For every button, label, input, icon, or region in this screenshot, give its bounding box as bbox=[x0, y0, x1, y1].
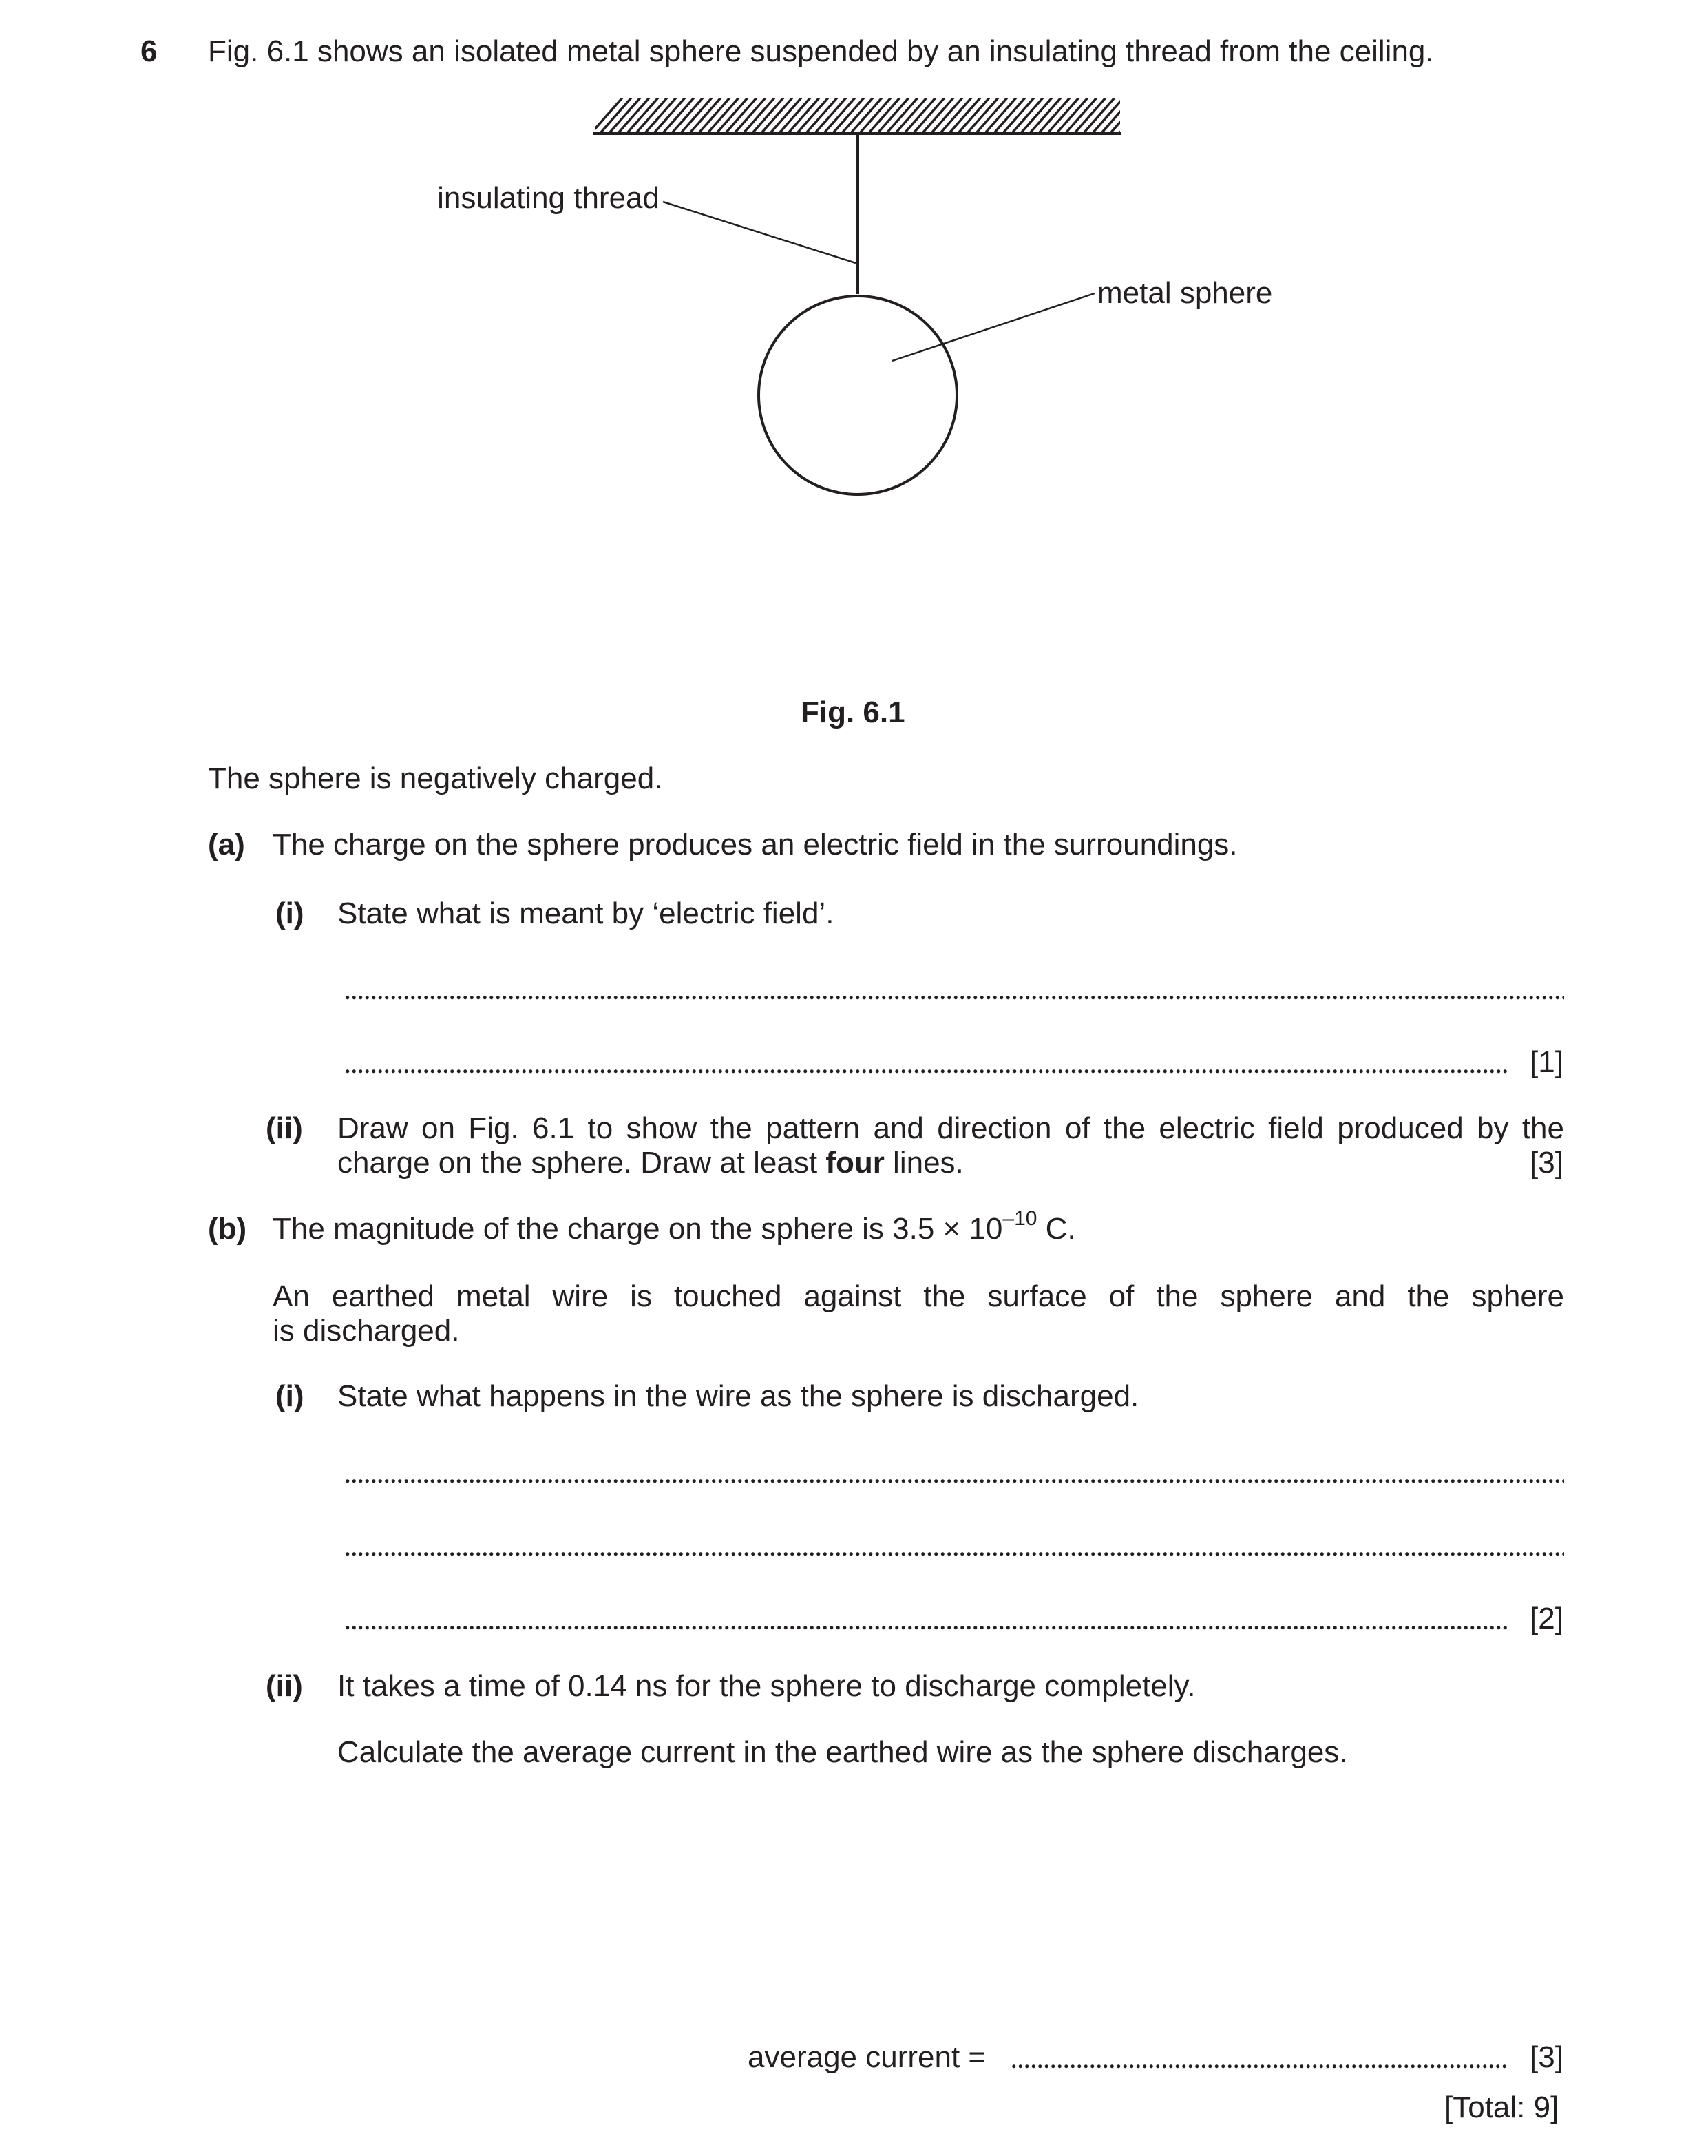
hatch-line bbox=[637, 98, 667, 132]
part-a-i-label: (i) bbox=[275, 897, 304, 930]
part-a-label: (a) bbox=[208, 828, 245, 861]
hatch-line bbox=[690, 98, 721, 132]
hatch-line bbox=[977, 98, 1007, 132]
answer-line-b-i-2[interactable] bbox=[344, 1526, 1564, 1556]
hatch-line bbox=[932, 98, 962, 132]
part-a-ii-line2-post: lines. bbox=[884, 1146, 964, 1180]
hatch-line bbox=[619, 98, 649, 132]
hatch-line bbox=[762, 98, 792, 132]
hatch-line bbox=[1111, 98, 1141, 132]
hatch-line bbox=[655, 98, 685, 132]
hatch-line bbox=[1129, 98, 1159, 132]
part-b-para-line1: An earthed metal wire is touched against the surface of the sphere and the sphere bbox=[273, 1279, 1564, 1313]
hatch-line bbox=[878, 98, 909, 132]
hatch-line bbox=[753, 98, 783, 132]
hatch-line bbox=[950, 98, 980, 132]
hatch-line bbox=[852, 98, 882, 132]
hatch-line bbox=[995, 98, 1025, 132]
question-number: 6 bbox=[140, 34, 158, 68]
hatch-line bbox=[1102, 98, 1132, 132]
hatch-line bbox=[708, 98, 739, 132]
answer-line-a-i-2[interactable] bbox=[344, 1043, 1508, 1074]
part-b-ii-text2: Calculate the average current in the earthed wire as the sphere discharges. bbox=[337, 1735, 1348, 1769]
hatch-line bbox=[664, 98, 694, 132]
thread-leader-line bbox=[663, 202, 856, 263]
hatch-line bbox=[1004, 98, 1034, 132]
hatch-line bbox=[798, 98, 828, 132]
statement: The sphere is negatively charged. bbox=[208, 762, 663, 795]
hatch-line bbox=[1084, 98, 1115, 132]
hatch-line bbox=[869, 98, 900, 132]
hatch-line bbox=[673, 98, 703, 132]
hatch-line bbox=[1022, 98, 1052, 132]
hatch-line bbox=[825, 98, 855, 132]
hatch-line bbox=[699, 98, 730, 132]
hatch-line bbox=[610, 98, 640, 132]
part-b-text-exponent: –10 bbox=[1002, 1207, 1037, 1231]
hatch-line bbox=[735, 98, 766, 132]
part-b-label: (b) bbox=[208, 1212, 247, 1246]
metal-sphere bbox=[759, 296, 957, 494]
part-b-i-text: State what happens in the wire as the sphere is discharged. bbox=[337, 1379, 1139, 1413]
part-b-ii-label: (ii) bbox=[266, 1669, 303, 1703]
hatch-line bbox=[905, 98, 936, 132]
hatch-line bbox=[1057, 98, 1088, 132]
hatch-line bbox=[986, 98, 1016, 132]
hatch-line bbox=[834, 98, 864, 132]
hatch-line bbox=[861, 98, 891, 132]
hatch-line bbox=[1075, 98, 1106, 132]
hatch-line bbox=[968, 98, 998, 132]
hatch-line bbox=[959, 98, 989, 132]
hatch-line bbox=[682, 98, 712, 132]
part-b-para-line2: is discharged. bbox=[273, 1314, 460, 1348]
answer-label-average-current: average current = bbox=[748, 2040, 987, 2074]
marks-b-i: [2] bbox=[1530, 1602, 1563, 1635]
hatch-line bbox=[592, 98, 622, 132]
figure-caption: Fig. 6.1 bbox=[801, 695, 905, 729]
hatch-line bbox=[780, 98, 810, 132]
hatch-line bbox=[887, 98, 918, 132]
hatch-line bbox=[789, 98, 819, 132]
hatch-line bbox=[1040, 98, 1070, 132]
hatch-line bbox=[771, 98, 801, 132]
figure-6-1 bbox=[0, 0, 1708, 757]
question-intro: Fig. 6.1 shows an isolated metal sphere suspended by an insulating thread from the ceiling. bbox=[208, 34, 1434, 68]
hatch-line bbox=[601, 98, 631, 132]
part-b-text bbox=[273, 1207, 1076, 1246]
hatch-line bbox=[896, 98, 927, 132]
hatch-line bbox=[726, 98, 757, 132]
marks-b-ii: [3] bbox=[1530, 2040, 1563, 2074]
part-b-ii-text1: It takes a time of 0.14 ns for the sphere to discharge completely. bbox=[337, 1669, 1196, 1703]
hatch-line bbox=[717, 98, 748, 132]
sphere-leader-line bbox=[892, 293, 1095, 361]
label-metal-sphere: metal sphere bbox=[1097, 276, 1273, 310]
hatch-line bbox=[1048, 98, 1079, 132]
marks-a-ii: [3] bbox=[1530, 1146, 1563, 1180]
label-insulating-thread: insulating thread bbox=[437, 181, 660, 215]
hatch-line bbox=[1120, 98, 1150, 132]
part-b-i-label: (i) bbox=[275, 1379, 304, 1413]
part-a-ii-line2-pre: charge on the sphere. Draw at least bbox=[337, 1146, 826, 1180]
marks-a-i: [1] bbox=[1530, 1045, 1563, 1079]
hatch-line bbox=[914, 98, 945, 132]
hatch-line bbox=[1031, 98, 1061, 132]
hatch-line bbox=[843, 98, 873, 132]
part-a-i-text: State what is meant by ‘electric field’. bbox=[337, 897, 834, 930]
hatch-line bbox=[1138, 98, 1168, 132]
hatch-line bbox=[1093, 98, 1124, 132]
part-a-ii-line2 bbox=[337, 1146, 964, 1180]
part-a-ii-line1: Draw on Fig. 6.1 to show the pattern and direction of the electric field produced by the bbox=[337, 1111, 1564, 1145]
answer-line-b-i-1[interactable] bbox=[344, 1453, 1564, 1483]
part-a-text: The charge on the sphere produces an electric field in the surroundings. bbox=[273, 828, 1238, 861]
part-b-text-pre: The magnitude of the charge on the sphere is 3.5 × 10 bbox=[273, 1212, 1003, 1246]
answer-line-b-i-3[interactable] bbox=[344, 1600, 1508, 1630]
part-a-ii-line2-bold: four bbox=[825, 1146, 885, 1180]
ceiling bbox=[592, 98, 1168, 134]
hatch-line bbox=[816, 98, 846, 132]
answer-line-average-current[interactable] bbox=[1011, 2038, 1508, 2069]
hatch-line bbox=[807, 98, 837, 132]
hatch-line bbox=[941, 98, 971, 132]
total-marks: [Total: 9] bbox=[1444, 2091, 1559, 2124]
hatch-line bbox=[1066, 98, 1097, 132]
part-a-ii-label: (ii) bbox=[266, 1111, 303, 1145]
hatch-line bbox=[744, 98, 774, 132]
hatch-line bbox=[923, 98, 953, 132]
answer-line-a-i-1[interactable] bbox=[344, 970, 1564, 1000]
hatch-line bbox=[1013, 98, 1043, 132]
hatch-line bbox=[628, 98, 658, 132]
part-b-text-post: C. bbox=[1037, 1212, 1076, 1246]
hatch-line bbox=[646, 98, 676, 132]
